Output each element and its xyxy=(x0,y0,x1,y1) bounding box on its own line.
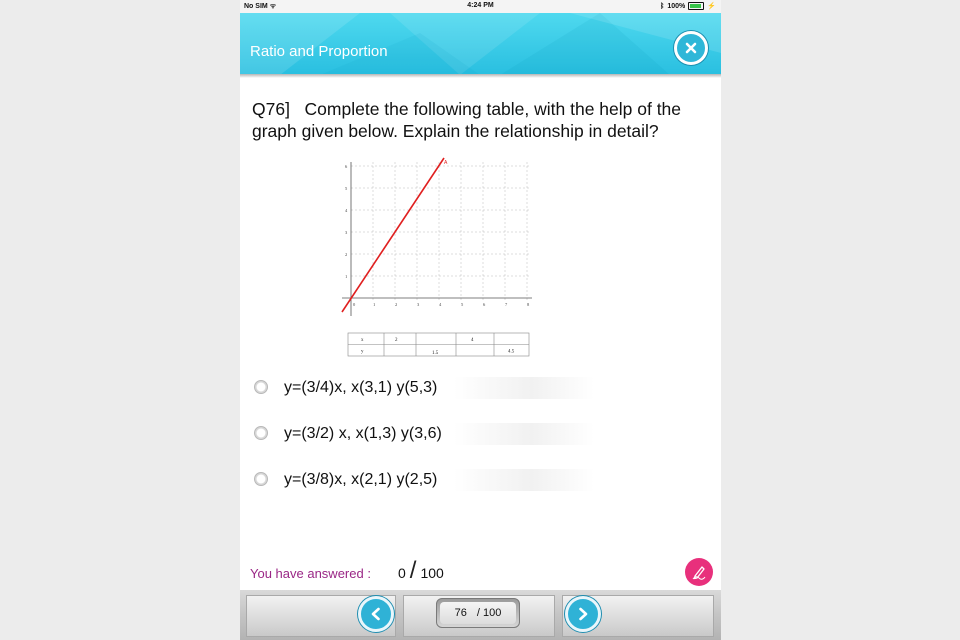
chevron-right-icon xyxy=(576,607,590,621)
table-cell: 4 xyxy=(471,338,474,343)
question-text xyxy=(252,98,718,142)
wifi-icon: ᯤ xyxy=(269,3,277,10)
answer-option-2[interactable] xyxy=(252,423,592,445)
x-tick-1: 1 xyxy=(373,302,376,307)
pen-button[interactable] xyxy=(685,558,713,586)
table-cell: 4.5 xyxy=(508,349,515,355)
y-tick-5: 5 xyxy=(345,186,348,191)
next-button[interactable] xyxy=(565,596,601,632)
close-icon xyxy=(684,41,698,55)
previous-button[interactable] xyxy=(358,596,394,632)
graph-line xyxy=(342,158,444,312)
page-indicator[interactable] xyxy=(436,598,520,628)
charging-icon: ⚡ xyxy=(707,3,716,10)
page-title: Ratio and Proportion xyxy=(250,43,388,60)
header-shadow xyxy=(240,74,721,78)
app-screen xyxy=(240,0,721,640)
y-tick-6: 6 xyxy=(345,164,348,169)
chevron-left-icon xyxy=(369,607,383,621)
question-number: Q76] xyxy=(252,99,290,119)
answered-count xyxy=(398,557,444,584)
answer-option-label[interactable]: y=(3/8)x, x(2,1) y(2,5) xyxy=(282,469,594,491)
radio-button-icon[interactable] xyxy=(254,472,268,486)
answer-option-label[interactable]: y=(3/2) x, x(1,3) y(3,6) xyxy=(282,423,594,445)
graph-grid xyxy=(351,162,530,301)
total-value: 100 xyxy=(420,565,444,581)
answered-label: You have answered : xyxy=(250,566,371,581)
value-table xyxy=(348,333,529,356)
battery-area xyxy=(660,2,716,10)
pen-icon xyxy=(691,564,707,580)
y-tick-1: 1 xyxy=(345,274,348,279)
y-tick-3: 3 xyxy=(345,230,348,235)
total-pages: / 100 xyxy=(476,607,502,619)
current-page: 76 xyxy=(454,607,467,619)
question-body: Complete the following table, with the help of the graph given below. Explain the relationship in detail? xyxy=(252,99,682,141)
x-tick-3: 3 xyxy=(417,302,420,307)
answer-option-1[interactable] xyxy=(252,377,592,399)
close-button[interactable] xyxy=(674,31,708,65)
question-graph xyxy=(340,156,540,361)
y-tick-4: 4 xyxy=(345,208,348,213)
carrier-text: No SIM xyxy=(244,3,268,10)
graph-line-label: A xyxy=(444,160,448,166)
header-bar xyxy=(240,13,721,75)
y-tick-2: 2 xyxy=(345,252,348,257)
page-indicator-field xyxy=(440,602,516,624)
bottom-toolbar xyxy=(240,590,721,640)
status-bar xyxy=(240,0,721,13)
battery-percent: 100% xyxy=(667,2,686,10)
x-tick-0: 0 xyxy=(353,302,356,307)
x-tick-6: 6 xyxy=(483,302,486,307)
answer-option-3[interactable] xyxy=(252,469,592,491)
x-tick-4: 4 xyxy=(439,302,442,307)
count-separator: / xyxy=(409,557,417,584)
bluetooth-icon: ᛒ xyxy=(660,2,665,10)
table-cell: 1.5 xyxy=(432,351,439,356)
x-tick-7: 7 xyxy=(505,302,508,307)
answered-value: 0 xyxy=(398,565,406,581)
table-cell: x xyxy=(361,338,364,343)
table-cell: y xyxy=(361,349,364,355)
x-tick-8: 8 xyxy=(527,302,530,307)
x-tick-2: 2 xyxy=(395,302,398,307)
battery-icon xyxy=(688,2,704,10)
table-cell: 2 xyxy=(395,338,398,343)
clock: 4:24 PM xyxy=(467,2,494,9)
radio-button-icon[interactable] xyxy=(254,380,268,394)
radio-button-icon[interactable] xyxy=(254,426,268,440)
answer-option-label[interactable]: y=(3/4)x, x(3,1) y(5,3) xyxy=(282,377,594,399)
x-tick-5: 5 xyxy=(461,302,464,307)
